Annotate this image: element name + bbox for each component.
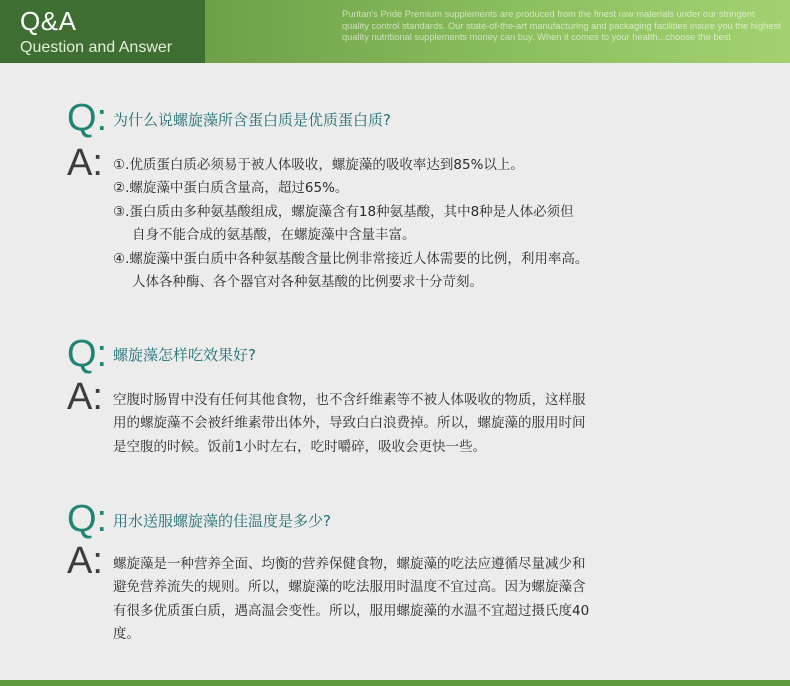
answer-line: 避免营养流失的规则。所以，螺旋藻的吃法服用时温度不宜过高。因为螺旋藻含 (113, 579, 586, 596)
answer-mark-label: A: (67, 376, 103, 418)
answer-line: ③.蛋白质由多种氨基酸组成，螺旋藻含有18种氨基酸，其中8种是人体必须但 (113, 203, 574, 220)
header-blurb: Puritan's Pride Premium supplements are produced from the finest raw materials under our stringent quality control standards. Our state-of-the-art manufacturing and packaging facilities insure you the highest quality nutritional supplements money can buy. When it comes to your health...choose the best (342, 9, 781, 42)
header-title: Q&A (20, 6, 77, 36)
answer-line: ①.优质蛋白质必须易于被人体吸收，螺旋藻的吸收率达到85%以上。 (113, 157, 524, 173)
answer-line: ④.螺旋藻中蛋白质中各种氨基酸含量比例非常接近人体需要的比例，利用率高。 (113, 250, 589, 267)
answer-line: 是空腹的时候。饭前1小时左右，吃时嚼碎，吸收会更快一些。 (113, 438, 487, 455)
answer-line: 有很多优质蛋白质，遇高温会变性。所以，服用螺旋藻的水温不宜超过摄氏度40 (113, 602, 590, 619)
question-mark-label: Q: (67, 333, 108, 375)
answer-mark-label: A: (67, 142, 103, 184)
answer-line: 度。 (113, 626, 140, 643)
header-banner (0, 0, 790, 63)
question-mark-label: Q: (67, 97, 108, 139)
answer-text (113, 553, 733, 647)
question-text: 螺旋藻怎样吃效果好? (113, 346, 256, 364)
question-text: 为什么说螺旋藻所含蛋白质是优质蛋白质? (113, 111, 391, 129)
question-mark-label: Q: (67, 498, 108, 540)
answer-line: ②.螺旋藻中蛋白质含量高，超过65%。 (113, 180, 349, 197)
answer-line: 自身不能合成的氨基酸，在螺旋藻中含量丰富。 (132, 227, 416, 244)
header-subtitle: Question and Answer (20, 39, 173, 56)
answer-line: 空腹时肠胃中没有任何其他食物，也不含纤维素等不被人体吸收的物质，这样服 (113, 392, 586, 408)
answer-line: 用的螺旋藻不会被纤维素带出体外，导致白白浪费掉。所以，螺旋藻的服用时间 (113, 415, 586, 432)
answer-mark-label: A: (67, 540, 103, 582)
answer-text (113, 154, 733, 294)
question-text: 用水送服螺旋藻的佳温度是多少? (113, 512, 331, 530)
header-title-block (0, 0, 205, 63)
answer-line: 螺旋藻是一种营养全面、均衡的营养保健食物，螺旋藻的吃法应遵循尽量减少和 (113, 556, 586, 572)
answer-line: 人体各种酶、各个器官对各种氨基酸的比例要求十分苛刻。 (132, 274, 483, 291)
answer-text (113, 389, 733, 459)
footer-divider (0, 680, 790, 686)
